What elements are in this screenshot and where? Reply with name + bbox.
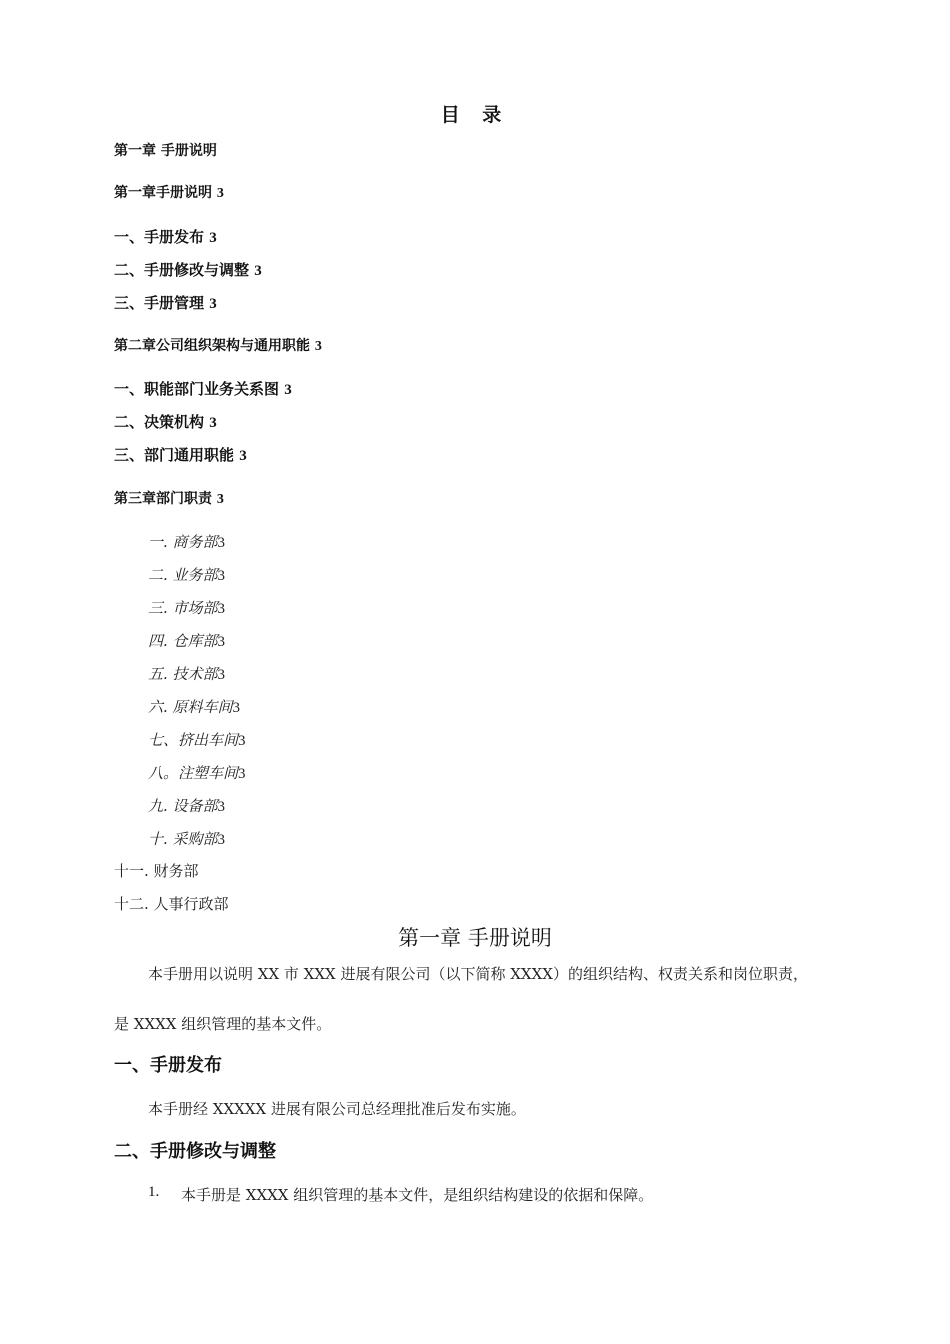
toc-chapter-label: 第二章公司组织架构与通用职能 [114,338,310,354]
toc-page-number: 3 [217,568,226,584]
toc-department[interactable] [148,663,225,684]
toc-department[interactable] [148,630,225,651]
toc-department-label: 九. 设备部 [148,797,218,815]
toc-page-number: 3 [232,700,241,716]
toc-section-label: 一、手册发布 [114,228,205,246]
toc-section[interactable] [114,411,217,432]
toc-page-number: 3 [209,296,217,312]
toc-department-finance[interactable]: 十一. 财务部 [114,862,199,880]
toc-page-number: 3 [217,799,226,815]
toc-department[interactable] [148,729,246,750]
toc-page-number: 3 [284,382,292,398]
toc-department[interactable] [148,597,225,618]
toc-page-number: 3 [209,415,217,431]
toc-section[interactable] [114,378,292,399]
toc-page-number: 3 [254,263,262,279]
toc-section[interactable] [114,292,217,313]
toc-department-label: 五. 技术部 [148,665,218,683]
toc-page-number: 3 [217,667,226,683]
toc-title: 目 录 [440,104,510,126]
toc-department-label: 八。注塑车间 [148,764,239,782]
toc-page-number: 3 [217,832,226,848]
toc-department[interactable] [148,696,240,717]
toc-chapter-3[interactable] [114,488,224,508]
section-heading-publish: 一、手册发布 [114,1055,222,1076]
toc-department[interactable] [148,828,225,849]
toc-department-label: 一. 商务部 [148,533,218,551]
toc-department-label: 二. 业务部 [148,566,218,584]
toc-chapter-label: 第一章手册说明 [114,185,212,201]
toc-section-label: 二、决策机构 [114,413,205,431]
toc-section[interactable] [114,444,247,465]
toc-page-number: 3 [217,535,226,551]
toc-section-label: 二、手册修改与调整 [114,261,250,279]
toc-section-label: 三、手册管理 [114,294,205,312]
toc-page-number: 3 [217,634,226,650]
toc-page-number: 3 [217,601,226,617]
toc-department-label: 十. 采购部 [148,830,218,848]
toc-department-label: 三. 市场部 [148,599,218,617]
toc-section[interactable] [114,226,217,247]
section-heading-revision: 二、手册修改与调整 [114,1141,276,1162]
intro-paragraph-line-2: 是 XXXX 组织管理的基本文件。 [114,1015,332,1033]
toc-section[interactable] [114,259,262,280]
toc-page-number: 3 [209,230,217,246]
toc-chapter-label: 第三章部门职责 [114,491,212,507]
toc-section-label: 三、部门通用职能 [114,446,235,464]
toc-department-label: 六. 原料车间 [148,698,233,716]
toc-department[interactable] [148,762,246,783]
intro-paragraph-line-1: 本手册用以说明 XX 市 XXX 进展有限公司（以下简称 XXXX）的组织结构、权责关系和岗位职责， [148,965,808,983]
toc-department[interactable] [148,795,225,816]
section-publish-text: 本手册经 XXXXX 进展有限公司总经理批准后发布实施。 [148,1100,526,1118]
toc-department[interactable] [148,564,225,585]
toc-department[interactable] [148,531,225,552]
list-item-number: 1. [148,1184,160,1200]
chapter-title: 第一章 手册说明 [398,926,552,950]
toc-section-label: 一、职能部门业务关系图 [114,380,280,398]
toc-department-hr[interactable]: 十二. 人事行政部 [114,895,229,913]
toc-page-number: 3 [314,339,322,354]
toc-page-number: 3 [238,733,246,749]
toc-first-heading: 第一章 手册说明 [114,143,217,159]
toc-page-number: 3 [216,492,224,507]
toc-page-number: 3 [239,448,247,464]
toc-department-label: 七、挤出车间 [148,731,239,749]
toc-chapter-1[interactable] [114,182,224,202]
toc-page-number: 3 [238,766,246,782]
toc-page-number: 3 [216,186,224,201]
toc-chapter-2[interactable] [114,335,322,355]
list-item-text: 本手册是 XXXX 组织管理的基本文件，是组织结构建设的依据和保障。 [181,1186,654,1204]
toc-department-label: 四. 仓库部 [148,632,218,650]
